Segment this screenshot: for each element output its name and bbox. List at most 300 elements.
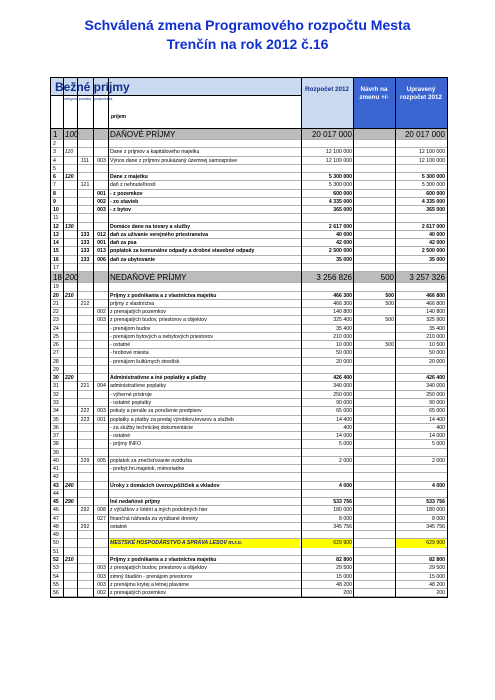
title-line-2: Trenčín na rok 2012 č.16 [166,36,329,52]
row-upraveny: 426 400 [426,375,445,382]
table-row [51,449,447,457]
row-rozpocet: 29 500 [336,565,352,572]
row-number: 45 [53,499,59,506]
row-number: 7 [53,182,56,189]
row-upraveny: 340 000 [426,383,445,390]
row-kategoria: 290 [65,499,74,506]
table-row [51,539,447,547]
row-rozpocet: 35 400 [336,325,352,332]
row-rozpocet: 210 000 [333,333,352,340]
row-upraveny: 629 900 [396,539,445,547]
table-row [51,292,447,300]
header-upraveny: Upravený rozpočet 2012 [395,78,447,128]
row-kategoria: 200 [65,273,79,283]
row-rozpocet: 365 000 [333,207,352,214]
table-row [51,416,447,424]
row-upraveny: 533 756 [426,499,445,506]
row-upraveny: 400 [436,424,445,431]
table-row [51,564,447,572]
page-title [0,16,495,54]
row-rozpocet: 4 335 000 [328,198,352,205]
table-row [51,424,447,432]
row-rozpocet: 40 000 [336,231,352,238]
row-upraveny: 12 100 000 [419,157,445,164]
row-navrh: 500 [380,273,394,283]
table-row [51,325,447,333]
table-row [51,190,447,198]
row-upraveny: 42 000 [429,240,445,247]
row-description: Príjmy z podnikania a z vlastníctva majetku [110,292,217,299]
row-number: 10 [53,207,59,214]
column-divider [301,78,302,597]
row-description: z prenájmu krytej a letnej plavárne [110,581,190,588]
row-description: - za služby technickej dokumentácie [110,424,194,431]
row-navrh: 500 [385,300,394,307]
row-description: Úroky z domácich úverov,pôžičiek a vkladov [110,482,220,489]
table-row [51,358,447,366]
row-podpolozka: 001 [97,240,106,247]
row-rozpocet: 65 000 [336,408,352,415]
row-description: z výťažkov z lotérií a iných podobných hier [110,507,208,514]
row-number: 19 [53,284,59,291]
table-row [51,573,447,581]
table-row [51,581,447,589]
table-row [51,465,447,473]
row-rozpocet: 50 000 [336,350,352,357]
row-upraveny: 5 300 000 [421,182,445,189]
row-number: 33 [53,399,59,406]
row-rozpocet: 180 000 [333,507,352,514]
row-rozpocet: 400 [343,424,352,431]
row-description: - ostatné [110,433,131,440]
table-row [51,457,447,465]
row-polozka: 133 [80,256,90,263]
row-description: daň za užívanie verejného priestranstva [110,231,209,238]
row-polozka: 133 [80,231,90,238]
table-row [51,165,447,173]
row-rozpocet: 533 756 [333,499,352,506]
row-number: 4 [53,157,56,164]
row-podpolozka: 003 [97,317,106,324]
row-number: 23 [53,317,59,324]
table-row [51,556,447,564]
row-number: 24 [53,325,59,332]
row-rozpocet: 48 200 [336,581,352,588]
row-description: - príjmy INFO [110,441,142,448]
row-number: 51 [53,548,59,555]
row-rozpocet: 90 000 [336,399,352,406]
row-podpolozka: 002 [97,198,106,205]
row-podpolozka: 012 [97,231,106,238]
row-description: - prenájom kultúrnych stredísk [110,358,180,365]
table-row [51,239,447,247]
row-rozpocet: 20 017 000 [311,130,352,139]
row-number: 52 [53,557,59,564]
row-rozpocet: 14 000 [336,433,352,440]
row-upraveny: 140 800 [426,309,445,316]
row-number: 41 [53,466,59,473]
row-number: 48 [53,523,59,530]
row-podpolozka: 006 [97,256,106,263]
row-upraveny: 2 617 000 [421,223,445,230]
row-description: ostatné [110,523,128,530]
table-row [51,283,447,291]
row-rozpocet: 8 000 [339,515,352,522]
row-rozpocet: 200 [343,590,352,597]
row-polozka: 121 [80,182,90,189]
row-description: daň z nehnuteľností [110,182,156,189]
row-podpolozka: 003 [97,207,106,214]
row-number: 26 [53,342,59,349]
row-number: 54 [53,573,59,580]
row-description: daň za psa [110,240,137,247]
row-upraveny: 12 100 000 [419,149,445,156]
row-rozpocet: 345 756 [333,523,352,530]
budget-table [50,77,448,598]
table-row [51,548,447,556]
row-upraveny: 90 000 [429,399,445,406]
row-kategoria: 210 [65,557,74,564]
row-description: poplatok za znečisťovanie ovzdušia [110,457,192,464]
row-description: - prenájom budov [110,325,151,332]
row-number: 6 [53,174,56,181]
row-number: 42 [53,474,59,481]
column-divider [353,78,354,597]
table-row [51,198,447,206]
row-podpolozka: 003 [97,408,106,415]
row-polozka: 292 [80,507,90,514]
row-description: administratívne poplatky [110,383,166,390]
row-upraveny: 65 000 [429,408,445,415]
table-row [51,490,447,498]
table-row [51,214,447,222]
row-number: 27 [53,350,59,357]
row-number: 46 [53,507,59,514]
row-rozpocet: 140 800 [333,309,352,316]
row-number: 43 [53,482,59,489]
row-kategoria: 210 [65,292,74,299]
table-row [51,341,447,349]
row-rozpocet: 12 100 000 [326,157,352,164]
row-podpolozka: 002 [97,590,106,597]
row-description: - hrobové miesta [110,350,149,357]
row-description: poplatky a platby za predaj výrobkov,tovarov a služieb [110,416,234,423]
row-number: 32 [53,391,59,398]
table-row [51,399,447,407]
row-rozpocet: 5 300 000 [328,182,352,189]
table-row [51,231,447,239]
row-rozpocet: 466 300 [333,292,352,299]
row-podpolozka: 001 [97,190,106,197]
column-divider [77,78,78,597]
row-description: - ostatné [110,342,131,349]
row-podpolozka: 027 [97,515,106,522]
row-description: z prenajatých pozemkov [110,590,166,597]
row-description: - prebyt.hn.majetok, mimoriadne [110,466,185,473]
row-number: 17 [53,264,59,271]
row-upraveny: 14 400 [429,416,445,423]
table-row [51,349,447,357]
row-polozka: 212 [80,300,90,307]
header-rozpocet: Rozpočet 2012 [301,78,353,128]
row-rozpocet: 2 500 000 [328,248,352,255]
row-upraveny: 40 000 [429,231,445,238]
table-row [51,247,447,255]
row-upraveny: 466 800 [426,300,445,307]
row-upraveny: 35 400 [429,325,445,332]
column-divider [63,78,64,597]
row-upraveny: 3 257 326 [409,273,445,283]
row-description: - z bytov [110,207,132,214]
row-polozka: 229 [80,457,90,464]
row-kategoria: 220 [65,375,74,382]
row-upraveny: 20 017 000 [404,130,445,139]
row-number: 39 [53,449,59,456]
table-row [51,272,447,283]
row-rozpocet: 2 617 000 [328,223,352,230]
row-description: Príjmy z podnikania a z vlastníctva majetku [110,557,217,564]
row-number: 16 [53,256,59,263]
row-number: 34 [53,408,59,415]
row-rozpocet: 5 000 [339,441,352,448]
table-row [51,366,447,374]
row-number: 31 [53,383,59,390]
row-number: 53 [53,565,59,572]
row-description: NEDAŇOVÉ PRÍJMY [110,273,187,283]
row-polozka: 133 [80,248,90,255]
row-polozka: 221 [80,383,90,390]
row-description: - z pozemkov [110,190,143,197]
table-row [51,374,447,382]
column-divider [395,78,396,597]
row-rozpocet: 426 400 [333,375,352,382]
row-number: 11 [53,215,59,222]
row-rozpocet: 15 000 [336,573,352,580]
row-upraveny: 180 000 [426,507,445,514]
row-number: 5 [53,165,56,172]
row-description: Iné nedaňové príjmy [110,499,161,506]
title-line-1: Schválená zmena Programového rozpočtu Mesta [84,17,411,33]
row-number: 49 [53,532,59,539]
row-description: Domáce dane na tovary a služby [110,223,191,230]
row-description: poplatok za komunálne odpady a drobné stavebné odpady [110,248,255,255]
row-number: 28 [53,358,59,365]
row-polozka: 133 [80,240,90,247]
row-number: 37 [53,433,59,440]
row-number: 21 [53,300,59,307]
row-podpolozka: 003 [97,581,106,588]
row-description: Administratívne a iné poplatky a platby [110,375,207,382]
table-row [51,129,447,140]
row-number: 13 [53,231,59,238]
table-row [51,148,447,156]
row-rozpocet: 340 000 [333,383,352,390]
row-upraveny: 20 000 [429,358,445,365]
table-row [51,308,447,316]
row-podpolozka: 008 [97,507,106,514]
row-rozpocet: 82 800 [336,557,352,564]
table-row [51,264,447,272]
row-upraveny: 29 500 [429,565,445,572]
row-podpolozka: 003 [97,573,106,580]
table-row [51,173,447,181]
row-navrh: 500 [385,342,394,349]
row-number: 1 [53,130,58,139]
row-upraveny: 50 000 [429,350,445,357]
row-rozpocet: 325 400 [333,317,352,324]
row-upraveny: 4 000 [432,482,445,489]
row-podpolozka: 002 [97,309,106,316]
row-rozpocet: 5 300 000 [328,174,352,181]
header-navrh: Návrh na zmenu +/- [353,78,395,128]
table-row [51,482,447,490]
row-description: - ostatné poplatky [110,399,151,406]
row-description: z prenajatých budov, priestorov a objektov [110,317,207,324]
row-description: - prenájom bytových a nebytových priestorov [110,333,213,340]
header-podpolozka: podpolóžka [94,97,113,101]
row-number: 9 [53,198,56,205]
row-podpolozka: 013 [97,248,106,255]
table-body [51,129,447,597]
column-divider [93,78,94,597]
row-number: 20 [53,292,59,299]
table-row [51,223,447,231]
table-row [51,440,447,448]
row-upraveny: 10 500 [429,342,445,349]
row-number: 25 [53,333,59,340]
row-upraveny: 5 000 [432,441,445,448]
row-podpolozka: 004 [97,383,106,390]
table-row [51,181,447,189]
row-number: 8 [53,190,56,197]
row-upraveny: 14 000 [429,433,445,440]
row-number: 44 [53,490,59,497]
row-upraveny: 325 900 [426,317,445,324]
row-description: - zo stavieb [110,198,139,205]
table-row [51,333,447,341]
row-upraveny: 5 300 000 [421,174,445,181]
row-description: príjmy z vlastníctva [110,300,155,307]
row-rozpocet: 35 000 [336,256,352,263]
row-description: - výherné prístroje [110,391,152,398]
row-upraveny: 466 800 [426,292,445,299]
table-row [51,316,447,324]
table-row [51,531,447,539]
row-kategoria: 100 [65,130,79,139]
row-number: 12 [53,223,59,230]
table-row [51,206,447,214]
table-row [51,515,447,523]
row-upraveny: 48 200 [429,581,445,588]
row-kategoria: 240 [65,482,74,489]
row-upraveny: 210 000 [426,333,445,340]
row-polozka: 292 [80,523,90,530]
row-description: zimný štadión - prenájom priestorov [110,573,193,580]
row-polozka: 222 [80,408,90,415]
table-row [51,391,447,399]
table-row [51,140,447,148]
table-row [51,498,447,506]
header-prijem: príjem [111,114,127,120]
row-rozpocet: 14 400 [336,416,352,423]
row-podpolozka: 001 [97,416,106,423]
row-number: 15 [53,248,59,255]
row-number: 55 [53,581,59,588]
row-number: 18 [53,273,62,283]
table-row [51,256,447,264]
row-description: pokuty a penále za porušenie predpisov [110,408,202,415]
row-kategoria: 120 [65,174,74,181]
table-row [51,523,447,531]
row-description: Výnos dane z príjmov poukázaný územnej samospráve [110,157,238,164]
row-upraveny: 8 000 [432,515,445,522]
row-navrh: 500 [385,317,394,324]
row-description: z prenajatých budov, priestorov a objektov [110,565,207,572]
row-upraveny: 15 000 [429,573,445,580]
section-label: Bežné príjmy [51,78,301,96]
row-description: z prenajatých pozemkov [110,309,166,316]
table-row [51,473,447,481]
row-upraveny: 250 000 [426,391,445,398]
row-podpolozka: 003 [97,157,106,164]
row-number: 56 [53,590,59,597]
row-upraveny: 82 800 [429,557,445,564]
row-upraveny: 200 [436,590,445,597]
row-description: Dane z príjmov a kapitálového majetku [110,149,200,156]
row-description: Dane z majetku [110,174,148,181]
table-header [51,78,447,129]
row-description: MESTSKÉ HOSPODÁRSTVO A SPRÁVA LESOV m.r.o. [110,539,300,547]
row-podpolozka: 003 [97,565,106,572]
row-rozpocet: 466 300 [333,300,352,307]
table-row [51,382,447,390]
row-rozpocet: 3 256 826 [316,273,352,283]
header-polozka: položka [78,97,92,101]
row-upraveny: 35 000 [429,256,445,263]
row-number: 50 [53,540,59,547]
table-row [51,506,447,514]
row-upraveny: 365 000 [426,207,445,214]
row-upraveny: 600 000 [426,190,445,197]
row-podpolozka: 005 [97,457,106,464]
table-row [51,300,447,308]
row-rozpocet: 12 100 000 [326,149,352,156]
row-upraveny: 2 000 [432,457,445,464]
row-description: daň za ubytovanie [110,256,155,263]
table-row [51,589,447,597]
header-kategoria: kategória [63,97,78,101]
row-number: 3 [53,149,56,156]
row-polozka: 223 [80,416,90,423]
row-number: 35 [53,416,59,423]
row-kategoria: 130 [65,223,74,230]
row-number: 47 [53,515,59,522]
row-number: 40 [53,457,59,464]
row-number: 22 [53,309,59,316]
row-number: 14 [53,240,59,247]
row-rozpocet: 629 900 [302,539,352,547]
table-row [51,407,447,415]
column-divider [108,78,109,597]
row-navrh: 500 [385,292,394,299]
row-description: finančná náhrada za vyrúbané dreviny [110,515,198,522]
row-number: 29 [53,366,59,373]
row-rozpocet: 20 000 [336,358,352,365]
row-kategoria: 110 [65,149,74,156]
row-number: 38 [53,441,59,448]
row-polozka: 111 [81,157,89,164]
row-upraveny: 345 756 [426,523,445,530]
